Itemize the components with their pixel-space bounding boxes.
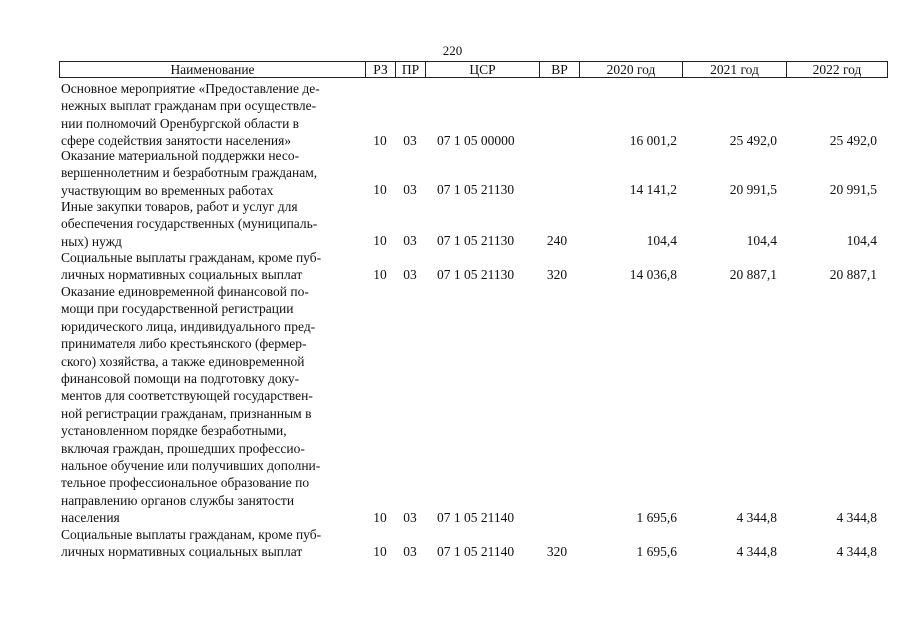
row-2022: 20 991,5 [829, 182, 877, 197]
row-csr: 07 1 05 21130 [437, 233, 515, 248]
row-2021: 20 991,5 [729, 182, 777, 197]
header-name: Наименование [60, 62, 366, 77]
row-pr: 03 [403, 182, 417, 197]
row-name: Основное мероприятие «Предоставление де- нежных выплат гражданам при осуществле- нии полномочий Оренбургской области в сфере содействия занятости населения» [61, 81, 320, 149]
row-2022: 4 344,8 [836, 544, 877, 559]
row-pr: 03 [403, 233, 417, 248]
header-pr: ПР [396, 62, 426, 77]
row-name: Социальные выплаты гражданам, кроме пуб- личных нормативных социальных выплат [61, 250, 322, 283]
row-csr: 07 1 05 21140 [437, 510, 515, 525]
row-name: Социальные выплаты гражданам, кроме пуб- личных нормативных социальных выплат [61, 527, 322, 560]
header-2021: 2021 год [683, 62, 787, 77]
row-2021: 25 492,0 [729, 133, 777, 148]
row-name: Оказание единовременной финансовой по- мощи при государственной регистрации юридического лица, индивидуального пред- принимателя либо крестьянского (фермер- ского) хозяйства, а также единовременной финансовой помощи на подготовку доку- ментов для соответствующей государствен- ной регистрации гражданам, признанным в установленном порядке безработными, включая граждан, прошедших профессио- нальное обучение или получивших дополни- тельное профессиональное образование по направлению органов службы занятости населения [61, 284, 321, 526]
row-2020: 1 695,6 [636, 510, 677, 525]
row-2021: 4 344,8 [736, 544, 777, 559]
row-2022: 20 887,1 [829, 267, 877, 282]
row-2021: 104,4 [746, 233, 777, 248]
row-2020: 1 695,6 [636, 544, 677, 559]
header-2022: 2022 год [812, 62, 862, 77]
row-csr: 07 1 05 21130 [437, 182, 515, 197]
page-number: 220 [442, 43, 463, 58]
row-csr: 07 1 05 21130 [437, 267, 515, 282]
row-rz: 10 [373, 133, 387, 148]
row-pr: 03 [403, 544, 417, 559]
row-pr: 03 [403, 267, 417, 282]
row-csr: 07 1 05 00000 [437, 133, 515, 148]
row-vr: 240 [546, 233, 568, 248]
row-pr: 03 [403, 510, 417, 525]
row-2021: 20 887,1 [729, 267, 777, 282]
header-2020: 2020 год [580, 62, 683, 77]
row-2020: 16 001,2 [629, 133, 677, 148]
row-rz: 10 [373, 182, 387, 197]
header-rz: РЗ [366, 62, 396, 77]
row-pr: 03 [403, 133, 417, 148]
row-rz: 10 [373, 544, 387, 559]
row-rz: 10 [373, 267, 387, 282]
row-vr: 320 [546, 544, 568, 559]
row-2020: 14 036,8 [629, 267, 677, 282]
row-2020: 104,4 [646, 233, 677, 248]
table-header [59, 61, 888, 78]
row-rz: 10 [373, 233, 387, 248]
row-name: Иные закупки товаров, работ и услуг для обеспечения государственных (муниципаль- ных) нужд [61, 199, 318, 249]
header-vr: ВР [540, 62, 580, 77]
row-csr: 07 1 05 21140 [437, 544, 515, 559]
row-2022: 4 344,8 [836, 510, 877, 525]
row-2021: 4 344,8 [736, 510, 777, 525]
row-2020: 14 141,2 [629, 182, 677, 197]
row-rz: 10 [373, 510, 387, 525]
row-2022: 104,4 [846, 233, 877, 248]
row-2022: 25 492,0 [829, 133, 877, 148]
header-csr: ЦСР [426, 62, 540, 77]
row-vr: 320 [546, 267, 568, 282]
row-name: Оказание материальной поддержки несо- вершеннолетним и безработным гражданам, участвующим во временных работах [61, 148, 318, 198]
